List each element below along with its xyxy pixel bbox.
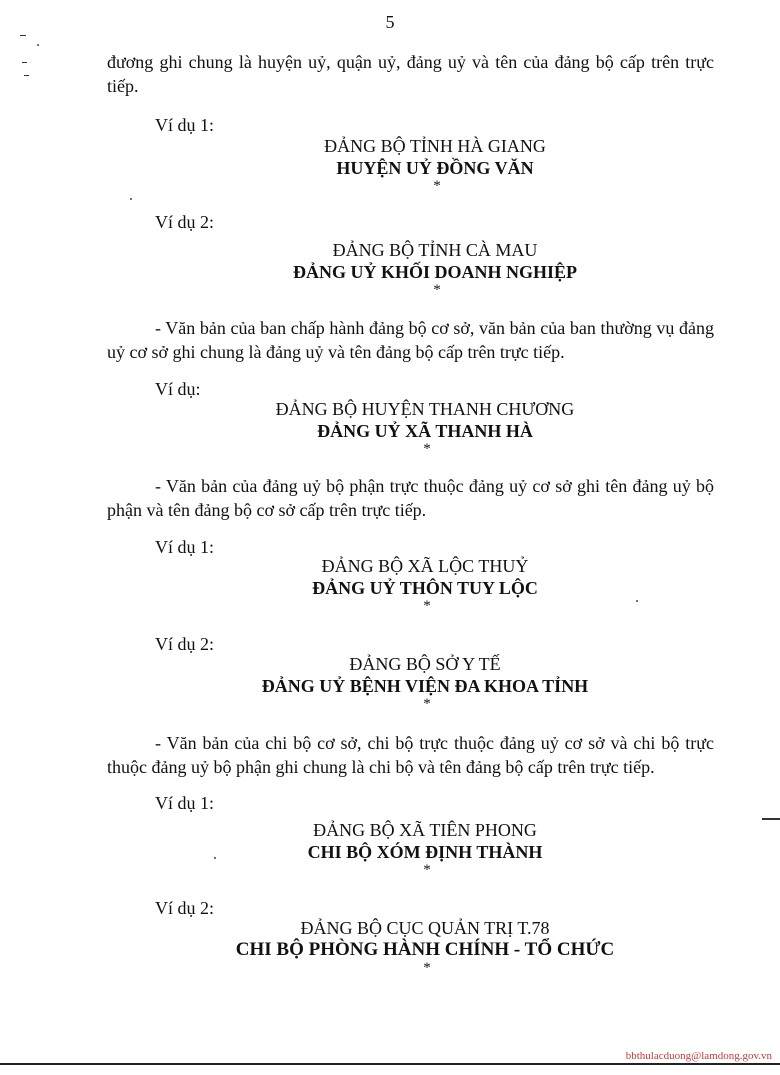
example-unit: ĐẢNG UỶ XÃ THANH HÀ	[317, 421, 533, 441]
example-label: Ví dụ:	[155, 379, 201, 399]
example-unit: ĐẢNG UỶ THÔN TUY LỘC	[312, 578, 538, 598]
example-star: *	[423, 696, 431, 712]
example-org: ĐẢNG BỘ XÃ TIÊN PHONG	[313, 820, 537, 840]
example-unit: ĐẢNG UỶ BỆNH VIỆN ĐA KHOA TỈNH	[261, 676, 589, 696]
example-header	[35, 917, 780, 975]
example-star: *	[423, 598, 431, 614]
example-org: ĐẢNG BỘ SỞ Y TẾ	[349, 654, 501, 674]
example-star: *	[423, 441, 431, 457]
email-watermark: bbthulacduong@lamdong.gov.vn	[625, 1050, 772, 1062]
scan-dot	[37, 44, 39, 46]
example-header	[35, 653, 780, 711]
example-star: *	[423, 862, 431, 878]
example-header	[35, 555, 780, 613]
example-unit: CHI BỘ XÓM ĐỊNH THÀNH	[307, 842, 543, 862]
paragraph-2: - Văn bản của ban chấp hành đảng bộ cơ sở, văn bản của ban thường vụ đảng uỷ cơ sở ghi chung là đảng uỷ và tên đảng bộ cấp trên trực tiếp.	[107, 318, 714, 362]
example-label: Ví dụ 1:	[155, 793, 215, 813]
example-org: ĐẢNG BỘ XÃ LỘC THUỶ	[321, 556, 529, 576]
paragraph-3: - Văn bản của đảng uỷ bộ phận trực thuộc đảng uỷ cơ sở ghi tên đảng uỷ bộ phận và tên đảng bộ cơ sở cấp trên trực tiếp.	[107, 476, 714, 520]
example-header	[45, 135, 780, 193]
example-org: ĐẢNG BỘ TỈNH CÀ MAU	[332, 240, 538, 260]
example-star: *	[433, 282, 441, 298]
scan-dot	[130, 198, 132, 200]
example-label: Ví dụ 1:	[155, 537, 215, 557]
example-label: Ví dụ 1:	[155, 115, 215, 135]
paragraph-4: - Văn bản của chi bộ cơ sở, chi bộ trực thuộc đảng uỷ cơ sở và chi bộ trực thuộc đảng uỷ bộ phận ghi chung là chi bộ và tên đảng bộ cấp trên trực tiếp.	[107, 733, 714, 777]
paragraph-1: đương ghi chung là huyện uỷ, quận uỷ, đảng uỷ và tên của đảng bộ cấp trên trực tiếp.	[107, 52, 714, 96]
scan-mark	[22, 62, 27, 63]
example-label: Ví dụ 2:	[155, 634, 215, 654]
example-label: Ví dụ 2:	[155, 898, 215, 918]
example-unit: CHI BỘ PHÒNG HÀNH CHÍNH - TỔ CHỨC	[235, 939, 615, 960]
example-org: ĐẢNG BỘ CỤC QUẢN TRỊ T.78	[300, 918, 550, 938]
page-number: 5	[385, 12, 395, 32]
example-label: Ví dụ 2:	[155, 212, 215, 232]
example-header	[35, 398, 780, 456]
example-star: *	[423, 960, 431, 976]
example-unit: HUYỆN UỶ ĐỒNG VĂN	[336, 158, 534, 178]
example-header	[45, 239, 780, 297]
footer-rule	[0, 1063, 780, 1065]
example-header	[35, 819, 780, 877]
example-star: *	[433, 178, 441, 194]
example-org: ĐẢNG BỘ HUYỆN THANH CHƯƠNG	[275, 399, 575, 419]
example-unit: ĐẢNG UỶ KHỐI DOANH NGHIỆP	[292, 262, 577, 282]
example-org: ĐẢNG BỘ TỈNH HÀ GIANG	[324, 136, 546, 156]
scan-mark	[24, 75, 29, 76]
scan-mark	[20, 35, 26, 36]
